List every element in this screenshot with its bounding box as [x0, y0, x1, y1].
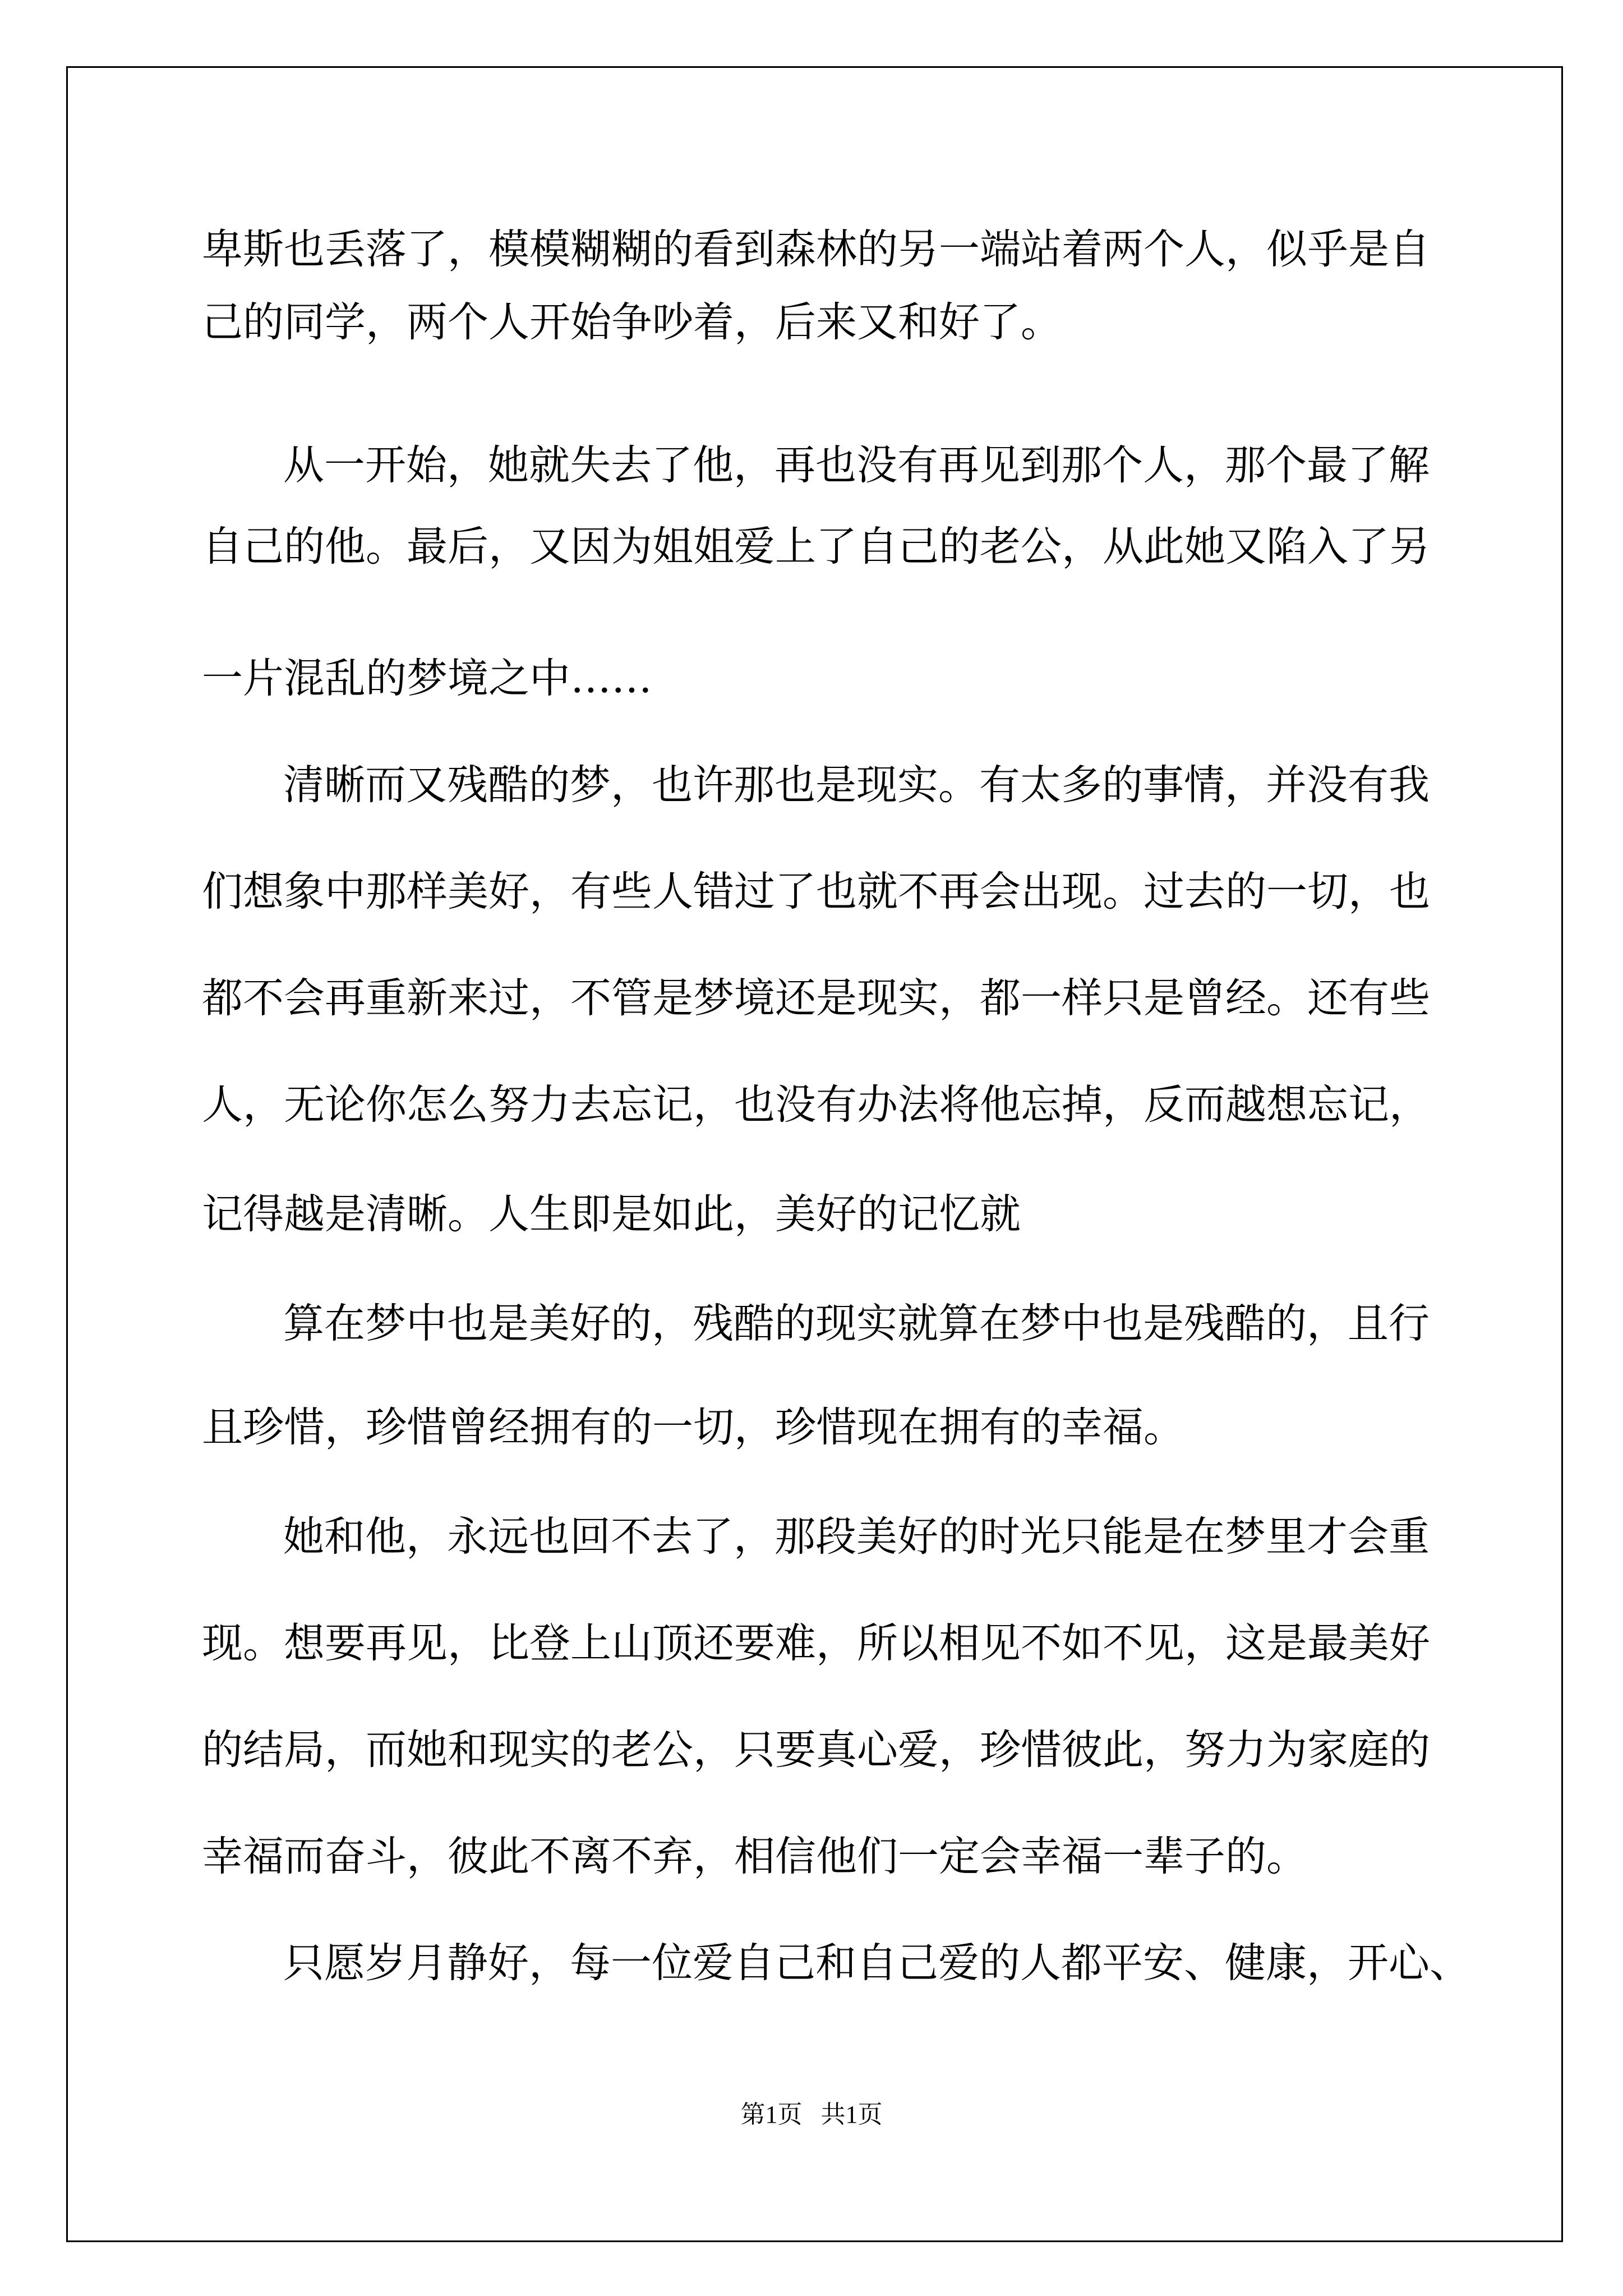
text-line: 且珍惜，珍惜曾经拥有的一切，珍惜现在拥有的幸福。 — [202, 1404, 1184, 1451]
text-line: 的结局，而她和现实的老公，只要真心爱，珍惜彼此，努力为家庭的 — [202, 1726, 1430, 1774]
text-line: 只愿岁月静好，每一位爱自己和自己爱的人都平安、健康，开心、 — [283, 1939, 1470, 1987]
text-line: 她和他，永远也回不去了，那段美好的时光只能是在梦里才会重 — [283, 1513, 1430, 1561]
text-line: 人，无论你怎么努力去忘记，也没有办法将他忘掉，反而越想忘记， — [202, 1081, 1430, 1129]
text-line: 记得越是清晰。人生即是如此，美好的记忆就 — [202, 1190, 1021, 1238]
text-line: 们想象中那样美好，有些人错过了也就不再会出现。过去的一切，也 — [202, 868, 1430, 915]
page-footer: 第1页 共1页 — [740, 2101, 883, 2128]
text-line: 卑斯也丢落了，模模糊糊的看到森林的另一端站着两个人，似乎是自 — [202, 226, 1430, 273]
text-line: 从一开始，她就失去了他，再也没有再见到那个人，那个最了解 — [283, 441, 1430, 489]
page-border — [66, 66, 1563, 2242]
text-line: 清晰而又残酷的梦，也许那也是现实。有太多的事情，并没有我 — [283, 761, 1430, 809]
text-line: 算在梦中也是美好的，残酷的现实就算在梦中也是残酷的，且行 — [283, 1300, 1430, 1347]
text-line: 都不会再重新来过，不管是梦境还是现实，都一样只是曾经。还有些 — [202, 974, 1430, 1022]
text-line: 自己的他。最后，又因为姐姐爱上了自己的老公，从此她又陷入了另 — [202, 523, 1430, 570]
text-line: 幸福而奋斗，彼此不离不弃，相信他们一定会幸福一辈子的。 — [202, 1833, 1307, 1880]
text-line: 一片混乱的梦境之中…… — [202, 655, 652, 702]
text-line: 现。想要再见，比登上山顶还要难，所以相见不如不见，这是最美好 — [202, 1619, 1430, 1667]
text-line: 己的同学，两个人开始争吵着，后来又和好了。 — [202, 298, 1062, 346]
